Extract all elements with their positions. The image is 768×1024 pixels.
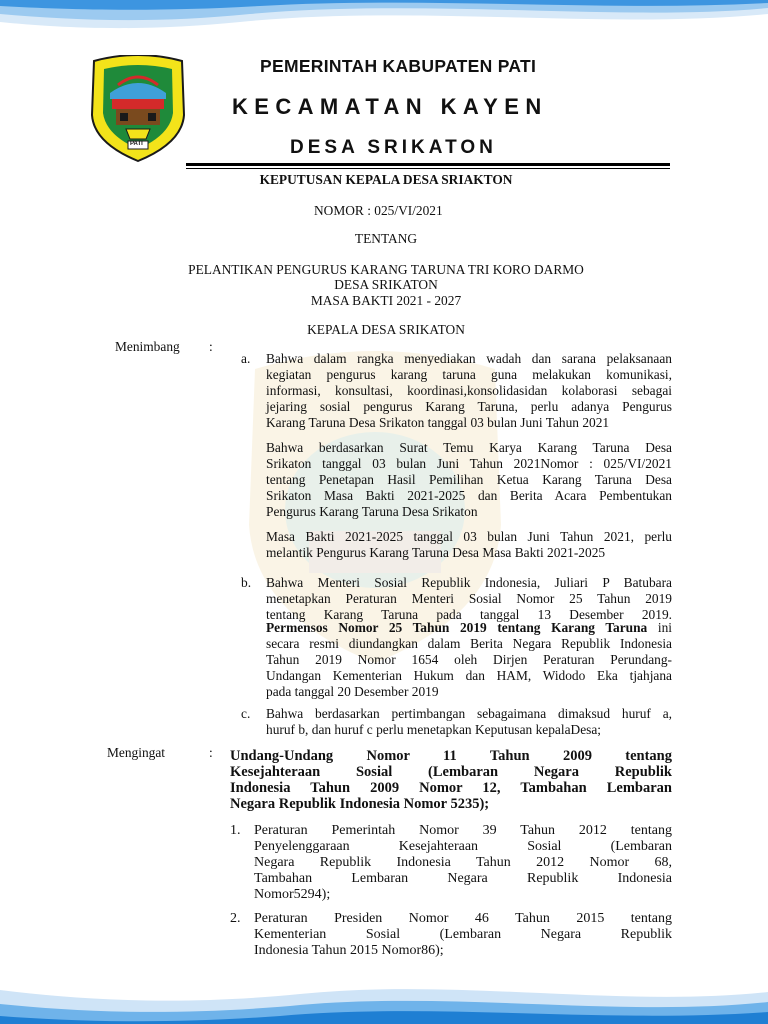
menimbang-c-marker: c. (241, 706, 251, 721)
letterhead-rule-thick (186, 163, 670, 166)
top-wave-decoration (0, 0, 768, 60)
decree-official: KEPALA DESA SRIKATON (307, 322, 465, 337)
mengingat-item1-line: Negara Republik Indonesia Tahun 2012 Nomor 68, (254, 855, 672, 870)
decree-subject-line-3: MASA BAKTI 2021 - 2027 (310, 293, 462, 308)
decree-number: NOMOR : 025/VI/2021 (314, 203, 443, 218)
mengingat-item1-line: Tambahan Lembaran Negara Republik Indonesia (254, 871, 672, 886)
menimbang-b-line: Bahwa Menteri Sosial Republik Indonesia, Juliari P Batubara (266, 575, 672, 590)
menimbang-a-line: kegiatan pengurus karang taruna guna melakukan komunikasi, (266, 367, 672, 382)
mengingat-colon: : (209, 745, 213, 760)
district-name: KECAMATAN KAYEN (232, 94, 548, 119)
menimbang-b-line: Tahun 2019 Nomor 1654 oleh Dirjen Peraturan Perundang- (266, 652, 672, 667)
mengingat-main-line: Kesejahteraan Sosial (Lembaran Negara Republik (230, 764, 672, 780)
menimbang-b-bold-line (266, 620, 672, 636)
menimbang-c-line: huruf b, dan huruf c perlu menetapkan Keputusan kepalaDesa; (266, 722, 602, 737)
menimbang-a-line: Bahwa dalam rangka menyediakan wadah dan sarana pelaksanaan (266, 351, 672, 366)
menimbang-label: Menimbang (115, 339, 180, 354)
mengingat-item2-line: Indonesia Tahun 2015 Nomor86); (254, 943, 444, 958)
menimbang-b-line: Undangan Kementerian Hukum dan HAM, Widodo Eka tjahjana (266, 668, 672, 683)
menimbang-b-line: menetapkan Peraturan Menteri Sosial Nomor 25 Tahun 2019 (266, 591, 672, 606)
menimbang-a2-line: Bahwa berdasarkan Surat Temu Karya Karang Taruna Desa (266, 440, 672, 455)
menimbang-b-line: pada tanggal 20 Desember 2019 (266, 684, 439, 699)
menimbang-b-line: secara resmi diundangkan dalam Berita Negara Republik Indonesia (266, 636, 672, 651)
village-name: DESA SRIKATON (290, 137, 497, 158)
mengingat-main-line: Undang-Undang Nomor 11 Tahun 2009 tentang (230, 748, 672, 764)
menimbang-b-line: tentang Karang Taruna pada tanggal 13 Desember 2019. (266, 607, 672, 622)
decree-subject-line-2: DESA SRIKATON (334, 277, 438, 292)
government-name: PEMERINTAH KABUPATEN PATI (260, 56, 537, 76)
bottom-wave-decoration (0, 964, 768, 1024)
decree-subject-line-1: PELANTIKAN PENGURUS KARANG TARUNA TRI KORO DARMO (188, 262, 584, 277)
mengingat-item1-marker: 1. (230, 823, 241, 838)
menimbang-a3-line: Masa Bakti 2021-2025 tanggal 03 bulan Juni Tahun 2021, perlu (266, 529, 672, 544)
mengingat-label: Mengingat (107, 745, 166, 760)
decree-about: TENTANG (354, 231, 418, 246)
mengingat-item1-line: Penyelenggaraan Kesejahteraan Sosial (Lembaran (254, 839, 672, 854)
menimbang-b-marker: b. (241, 575, 252, 590)
menimbang-a2-line: Srikaton tanggal 03 bulan Juni Tahun 2021Nomor : 025/VI/2021 (266, 456, 672, 471)
letterhead-rule-thin (186, 168, 670, 169)
menimbang-a2-line: Srikaton Masa Bakti 2021-2025 dan Berita Acara Pembentukan (266, 488, 672, 503)
kabupaten-pati-logo (90, 55, 186, 163)
mengingat-main-line: Indonesia Tahun 2009 Nomor 12, Tambahan Lembaran (230, 780, 672, 796)
menimbang-a2-line: tentang Penetapan Hasil Pemilihan Ketua Karang Taruna Desa (266, 472, 672, 487)
menimbang-c-line: Bahwa berdasarkan pertimbangan sebagaimana dimaksud huruf a, (266, 706, 672, 721)
menimbang-a3-line: melantik Pengurus Karang Taruna Desa Masa Bakti 2021-2025 (266, 545, 606, 560)
mengingat-item2-line: Peraturan Presiden Nomor 46 Tahun 2015 tentang (254, 911, 672, 926)
menimbang-a-line: informasi, konsultasi, koordinasi,konsolidasidan kolaborasi sebagai (266, 383, 672, 398)
menimbang-a-marker: a. (241, 351, 251, 366)
permensos-reference: Permensos Nomor 25 Tahun 2019 tentang Karang Taruna (266, 620, 648, 635)
permensos-tail: ini (647, 620, 673, 635)
mengingat-item2-marker: 2. (230, 911, 241, 926)
menimbang-a-line: jejaring sosial pengurus Karang Taruna, perlu adanya Pengurus (266, 399, 672, 414)
mengingat-item1-line: Nomor5294); (254, 887, 331, 902)
mengingat-main-line: Negara Republik Indonesia Nomor 5235); (230, 796, 490, 812)
mengingat-item1-line: Peraturan Pemerintah Nomor 39 Tahun 2012 tentang (254, 823, 672, 838)
menimbang-a-line: Karang Taruna Desa Srikaton tanggal 03 bulan Juni Tahun 2021 (266, 415, 610, 430)
mengingat-item2-line: Kementerian Sosial (Lembaran Negara Republik (254, 927, 672, 942)
decree-title: KEPUTUSAN KEPALA DESA SRIAKTON (259, 172, 513, 187)
logo-label: PATI (130, 141, 143, 147)
menimbang-colon: : (209, 339, 213, 354)
menimbang-a2-line: Pengurus Karang Taruna Desa Srikaton (266, 504, 478, 519)
